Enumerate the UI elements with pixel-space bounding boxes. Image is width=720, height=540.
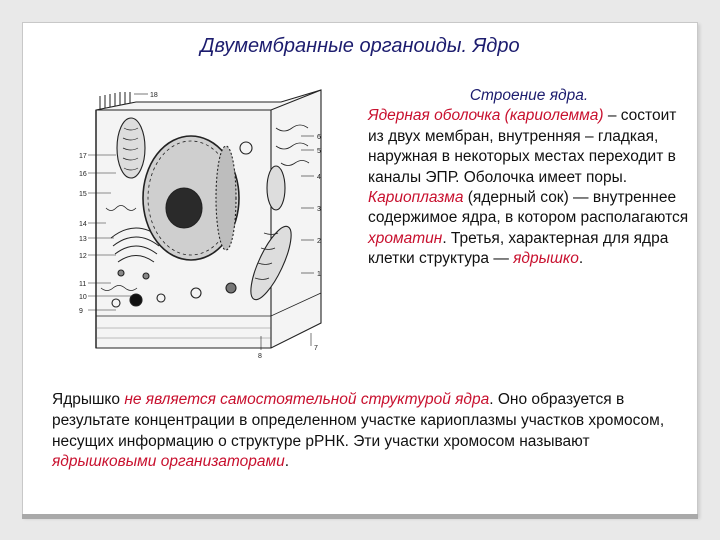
figure-label: 6 [317, 134, 321, 141]
figure-label: 5 [317, 148, 321, 155]
text-segment: . [284, 453, 290, 471]
nucleus-structure-text [368, 86, 690, 270]
text-segment: (ядерный сок) — внутреннее содержимое ядра, в котором располагаются [368, 189, 689, 227]
figure-label: 4 [317, 174, 321, 181]
nucleolus-paragraph [52, 390, 692, 473]
text-segment: . Третья, характерная для ядра клетки структура — [368, 229, 669, 268]
term-chromatin: хроматин [368, 229, 443, 247]
term-karyolemma: Ядерная оболочка (кариолемма) [368, 107, 604, 125]
cell-structure-figure [76, 88, 338, 360]
text-segment: . [578, 250, 584, 268]
figure-label: 17 [79, 153, 87, 160]
text-segment: . Оно образуется в результате концентрации в определенном участке кариоплазмы участков хромосом, несущих информацию о структуре рРНК. Эти участки хромосом называют [52, 391, 665, 450]
figure-label: 15 [79, 191, 87, 198]
figure-label: 14 [79, 221, 87, 228]
figure-label: 3 [317, 206, 321, 213]
figure-label: 13 [79, 236, 87, 243]
figure-label: 9 [79, 308, 83, 315]
figure-label: 12 [79, 253, 87, 260]
figure-label: 1 [317, 271, 321, 278]
term-karyoplasm: Кариоплазма [368, 189, 464, 207]
figure-label: 10 [79, 294, 87, 301]
term-nucleolar-organizers: ядрышковыми организаторами [52, 453, 285, 471]
slide-bottom-bar [22, 514, 698, 519]
figure-label: 16 [79, 171, 87, 178]
figure-label: 2 [317, 238, 321, 245]
subtitle: Строение ядра. [469, 87, 589, 104]
term-not-independent: не является самостоятельной структурой ядра [124, 391, 490, 408]
text-segment: – состоит из двух мембран, внутренняя – гладкая, наружная в некоторых местах переходит в каналы ЭПР. Оболочка имеет поры. [368, 107, 677, 186]
term-nucleolus: ядрышко [513, 250, 579, 268]
figure-label: 18 [150, 92, 158, 99]
figure-label: 8 [258, 353, 262, 360]
figure-label: 11 [79, 281, 87, 288]
text-segment: Ядрышко [52, 391, 125, 408]
figure-label: 7 [314, 345, 318, 352]
slide-title: Двумембранные органоиды. Ядро [200, 35, 520, 57]
